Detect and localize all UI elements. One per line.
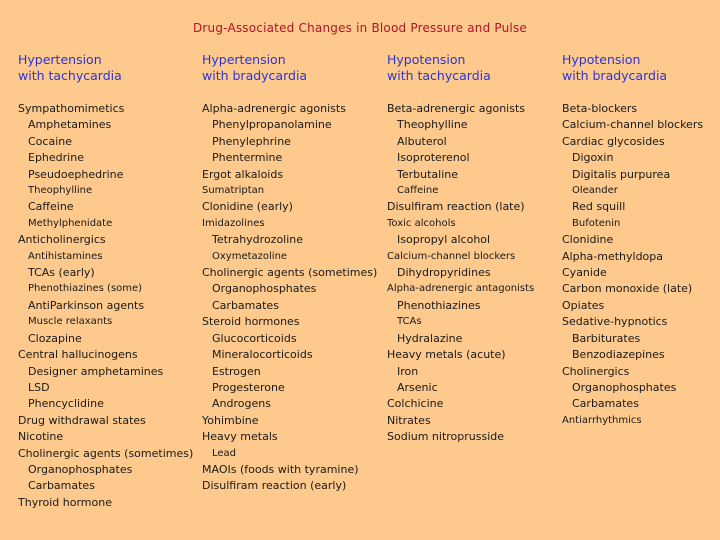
drug-list-subitem: Isoproterenol: [397, 151, 470, 165]
drug-list-subitem: Lead: [212, 447, 237, 459]
drug-list-item: Nitrates: [387, 413, 431, 427]
drug-list-subitem: Benzodiazepines: [572, 348, 665, 362]
column-header: [562, 52, 703, 84]
drug-list-item: Beta-blockers: [562, 102, 638, 115]
drug-list-subitem: Mineralocorticoids: [212, 348, 313, 362]
drug-list-item: Cyanide: [562, 266, 607, 280]
drug-list-item: Heavy metals (acute): [387, 348, 506, 362]
drug-list-subitem: Estrogen: [212, 364, 261, 378]
drug-list-item: Steroid hormones: [202, 315, 300, 329]
drug-list-subitem: Phencyclidine: [28, 397, 104, 411]
column-header-line1: Hypertension: [18, 52, 102, 67]
drug-list-item: Central hallucinogens: [18, 348, 138, 362]
drug-list-subitem: Phenothiazines: [397, 298, 481, 312]
drug-list-item: Calcium-channel blockers: [562, 118, 704, 132]
drug-list-item: Cholinergics: [562, 364, 630, 378]
drug-list-subitem: Muscle relaxants: [28, 316, 113, 328]
column-header-line2: with bradycardia: [202, 68, 308, 83]
drug-list-item: Sumatriptan: [202, 185, 265, 197]
drug-list-subitem: Phentermine: [212, 151, 283, 165]
drug-list-subitem: Glucocorticoids: [212, 331, 297, 345]
column-header: [202, 52, 377, 84]
drug-list: [202, 101, 377, 495]
drug-list-item: Calcium-channel blockers: [387, 250, 516, 262]
drug-list-subitem: Carbamates: [28, 479, 95, 493]
drug-list-subitem: Pseudoephedrine: [28, 167, 124, 181]
drug-list-subitem: Methylphenidate: [28, 217, 113, 229]
drug-list-item: Yohimbine: [202, 413, 259, 427]
drug-list-subitem: Hydralazine: [397, 331, 463, 345]
column-hypotension-tachycardia: [387, 52, 534, 446]
drug-list-subitem: Ephedrine: [28, 151, 84, 165]
drug-list-item: Anticholinergics: [18, 233, 106, 247]
drug-list-item: Nicotine: [18, 430, 64, 444]
column-header-line2: with tachycardia: [18, 68, 122, 83]
drug-list-subitem: Albuterol: [397, 134, 447, 148]
drug-list-item: Sedative-hypnotics: [562, 315, 668, 329]
drug-list-item: Colchicine: [387, 397, 444, 411]
column-hypertension-tachycardia: [18, 52, 193, 511]
drug-list-subitem: Organophosphates: [572, 380, 677, 394]
drug-list-item: Cholinergic agents (sometimes): [18, 446, 194, 460]
drug-list-item: Thyroid hormone: [18, 495, 112, 509]
drug-list-subitem: Oleander: [572, 185, 618, 197]
drug-list-item: MAOIs (foods with tyramine): [202, 462, 359, 476]
drug-list-subitem: Carbamates: [572, 397, 639, 411]
drug-list-subitem: Digitalis purpurea: [572, 167, 671, 181]
column-header-line2: with bradycardia: [562, 68, 668, 83]
drug-list-subitem: Barbiturates: [572, 331, 641, 345]
drug-list-item: Sodium nitroprusside: [387, 430, 505, 444]
drug-list-subitem: Caffeine: [28, 200, 74, 214]
column-hypotension-bradycardia: [562, 52, 703, 429]
drug-list-subitem: Amphetamines: [28, 118, 112, 132]
drug-list-item: Alpha-methyldopa: [562, 249, 664, 263]
drug-list-subitem: Dihydropyridines: [397, 266, 491, 280]
drug-list-item: Beta-adrenergic agonists: [387, 102, 526, 115]
column-header-line1: Hypotension: [387, 52, 466, 67]
drug-list: [387, 101, 534, 446]
drug-list: [18, 101, 193, 511]
drug-list-subitem: TCAs (early): [28, 266, 95, 280]
drug-list-subitem: Theophylline: [28, 185, 93, 197]
drug-list: [562, 101, 703, 429]
drug-list-item: Disulfiram reaction (early): [202, 479, 347, 493]
drug-list-subitem: TCAs: [397, 316, 422, 328]
drug-list-item: Drug withdrawal states: [18, 413, 146, 427]
drug-list-item: Heavy metals: [202, 430, 278, 444]
drug-list-item: Clonidine: [562, 233, 614, 247]
drug-list-item: Carbon monoxide (late): [562, 282, 693, 296]
drug-list-item: Clonidine (early): [202, 200, 293, 214]
drug-list-item: Alpha-adrenergic agonists: [202, 102, 346, 115]
drug-list-subitem: Arsenic: [397, 380, 438, 394]
column-header-line1: Hypotension: [562, 52, 641, 67]
drug-list-subitem: LSD: [28, 380, 50, 394]
drug-list-item: Alpha-adrenergic antagonists: [387, 283, 535, 295]
drug-list-subitem: Oxymetazoline: [212, 250, 288, 262]
drug-list-item: Ergot alkaloids: [202, 167, 284, 181]
drug-list-subitem: Tetrahydrozoline: [212, 233, 304, 247]
drug-list-subitem: Iron: [397, 364, 419, 378]
drug-list-subitem: AntiParkinson agents: [28, 298, 145, 312]
drug-list-item: Opiates: [562, 298, 605, 312]
drug-list-subitem: Organophosphates: [212, 282, 317, 296]
column-header: [18, 52, 193, 84]
drug-list-subitem: Phenylpropanolamine: [212, 118, 332, 132]
drug-list-item: Cardiac glycosides: [562, 134, 665, 148]
drug-list-subitem: Phenothiazines (some): [28, 283, 143, 295]
drug-list-item: Toxic alcohols: [387, 217, 456, 229]
drug-list-item: Imidazolines: [202, 217, 265, 229]
drug-list-subitem: Carbamates: [212, 298, 279, 312]
column-header: [387, 52, 534, 84]
drug-list-subitem: Designer amphetamines: [28, 364, 164, 378]
column-header-line1: Hypertension: [202, 52, 286, 67]
drug-list-item: Antiarrhythmics: [562, 414, 642, 426]
drug-list-subitem: Cocaine: [28, 134, 72, 148]
column-header-line2: with tachycardia: [387, 68, 491, 83]
column-hypertension-bradycardia: [202, 52, 377, 495]
drug-list-subitem: Progesterone: [212, 380, 285, 394]
drug-list-subitem: Organophosphates: [28, 462, 133, 476]
drug-list-item: Cholinergic agents (sometimes): [202, 266, 378, 280]
drug-list-subitem: Androgens: [212, 397, 271, 411]
drug-list-subitem: Phenylephrine: [212, 134, 291, 148]
drug-list-subitem: Isopropyl alcohol: [397, 233, 491, 247]
drug-list-subitem: Bufotenin: [572, 217, 621, 229]
page-title: Drug-Associated Changes in Blood Pressure and Pulse: [192, 21, 527, 35]
drug-list-subitem: Terbutaline: [397, 167, 458, 181]
drug-list-subitem: Theophylline: [397, 118, 468, 132]
drug-list-subitem: Antihistamines: [28, 250, 103, 262]
drug-list-subitem: Clozapine: [28, 331, 82, 345]
drug-list-subitem: Red squill: [572, 200, 626, 214]
drug-list-item: Sympathomimetics: [18, 102, 125, 115]
drug-list-subitem: Digoxin: [572, 151, 614, 165]
drug-list-item: Disulfiram reaction (late): [387, 200, 525, 214]
drug-list-subitem: Caffeine: [397, 185, 439, 197]
